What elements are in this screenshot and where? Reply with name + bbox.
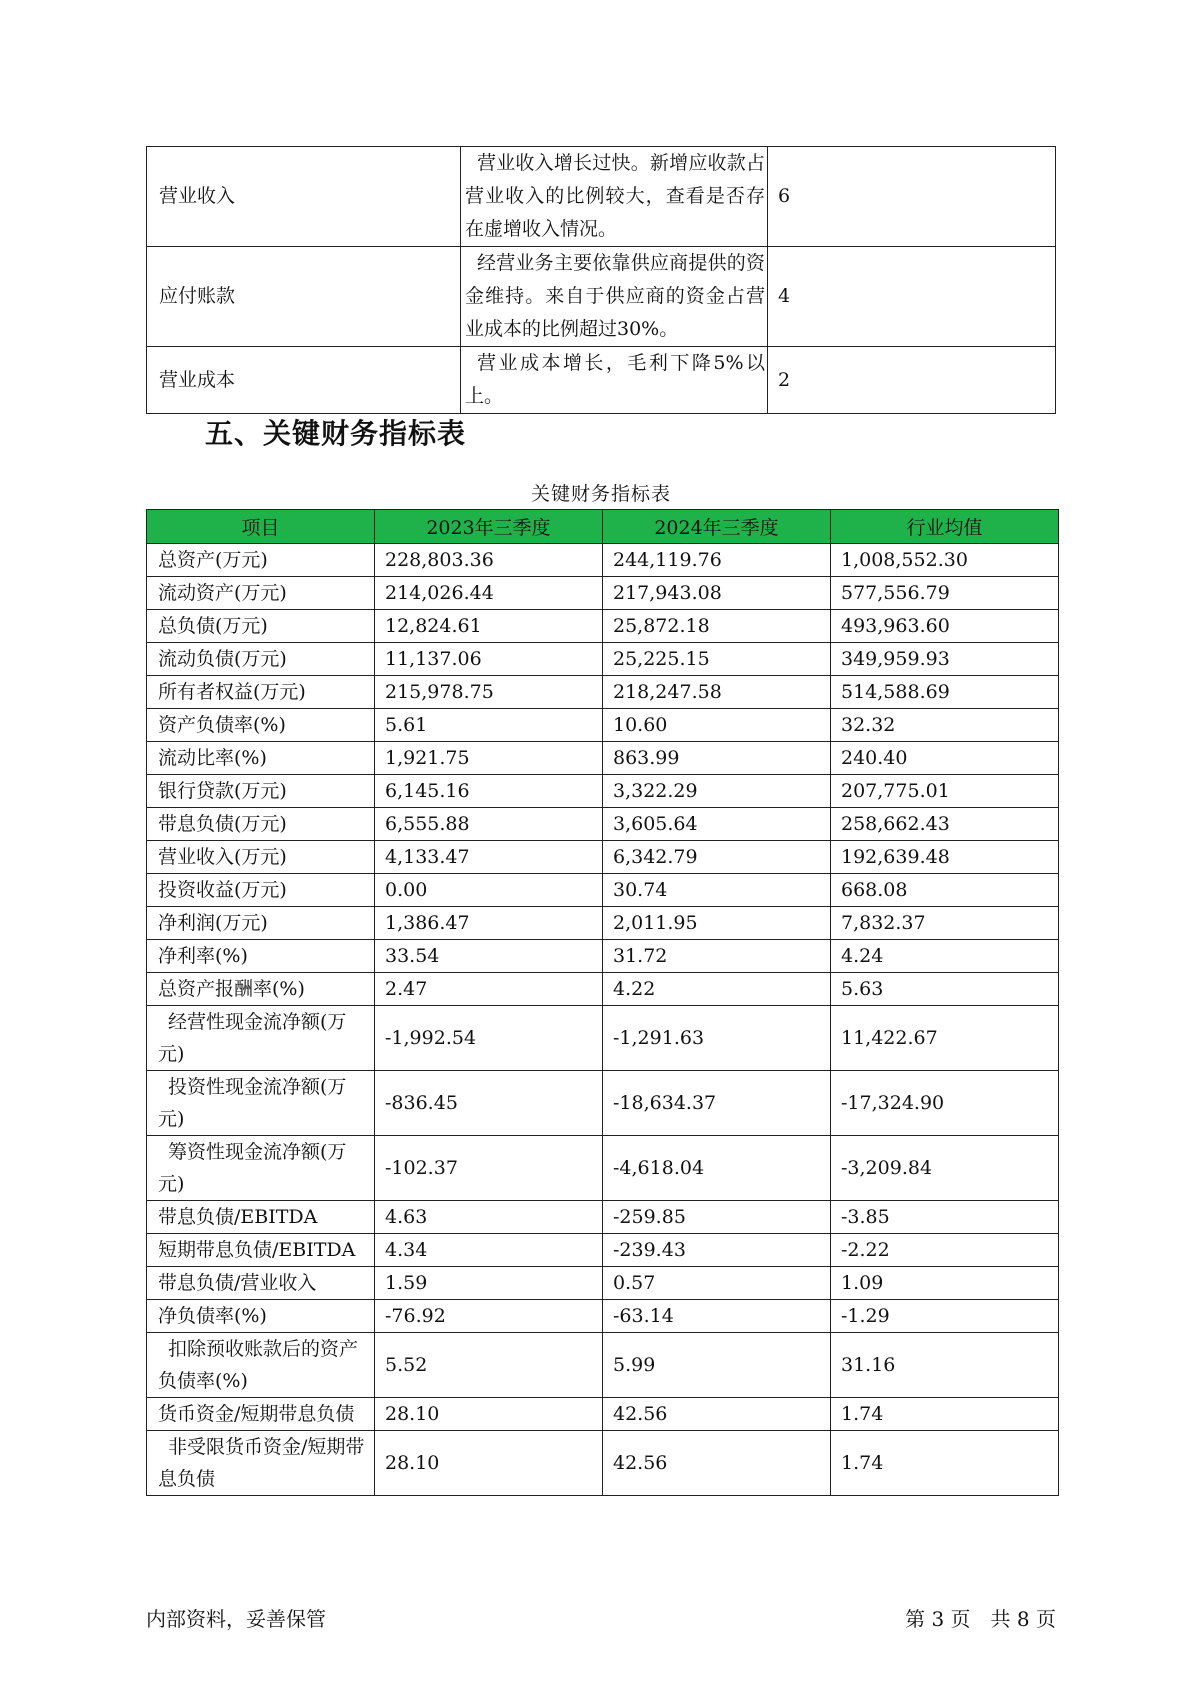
kpi-item-label: 营业收入(万元) <box>147 841 375 874</box>
kpi-value-2023: 5.52 <box>375 1333 603 1398</box>
table-row <box>147 709 1059 742</box>
risk-item: 营业成本 <box>147 347 461 414</box>
kpi-item-label: 带息负债/EBITDA <box>147 1201 375 1234</box>
kpi-value-2024: -259.85 <box>603 1201 831 1234</box>
kpi-item-label: 净利率(%) <box>147 940 375 973</box>
kpi-value-2023: -1,992.54 <box>375 1006 603 1071</box>
column-header-item: 项目 <box>147 510 375 544</box>
kpi-item-label: 投资性现金流净额(万元) <box>147 1071 375 1136</box>
kpi-value-2024: 25,225.15 <box>603 643 831 676</box>
table-row <box>147 1300 1059 1333</box>
kpi-value-2023: 4.34 <box>375 1234 603 1267</box>
footer-confidential-note: 内部资料，妥善保管 <box>146 1607 326 1631</box>
kpi-value-industry-avg: 32.32 <box>831 709 1059 742</box>
table-row <box>147 1136 1059 1201</box>
risk-table <box>146 146 1056 414</box>
table-row <box>147 347 1056 414</box>
kpi-value-industry-avg: 349,959.93 <box>831 643 1059 676</box>
kpi-value-2024: -63.14 <box>603 1300 831 1333</box>
table-row <box>147 577 1059 610</box>
table-row <box>147 1006 1059 1071</box>
kpi-value-industry-avg: 207,775.01 <box>831 775 1059 808</box>
kpi-item-label: 投资收益(万元) <box>147 874 375 907</box>
kpi-value-industry-avg: -3,209.84 <box>831 1136 1059 1201</box>
kpi-value-2024: 3,605.64 <box>603 808 831 841</box>
kpi-item-label: 带息负债(万元) <box>147 808 375 841</box>
kpi-item-label: 流动比率(%) <box>147 742 375 775</box>
table-row <box>147 907 1059 940</box>
kpi-value-industry-avg: 668.08 <box>831 874 1059 907</box>
kpi-value-industry-avg: 1.74 <box>831 1398 1059 1431</box>
table-row <box>147 874 1059 907</box>
kpi-item-label: 流动负债(万元) <box>147 643 375 676</box>
kpi-value-2023: 6,555.88 <box>375 808 603 841</box>
key-financial-indicators-table <box>146 509 1059 1496</box>
kpi-value-industry-avg: 258,662.43 <box>831 808 1059 841</box>
kpi-item-label: 流动资产(万元) <box>147 577 375 610</box>
column-header-industry-avg: 行业均值 <box>831 510 1059 544</box>
kpi-value-2024: 218,247.58 <box>603 676 831 709</box>
kpi-value-2024: 0.57 <box>603 1267 831 1300</box>
kpi-value-2023: 214,026.44 <box>375 577 603 610</box>
kpi-item-label: 经营性现金流净额(万元) <box>147 1006 375 1071</box>
kpi-value-industry-avg: 1.09 <box>831 1267 1059 1300</box>
kpi-item-label: 资产负债率(%) <box>147 709 375 742</box>
kpi-value-2023: -836.45 <box>375 1071 603 1136</box>
kpi-value-industry-avg: 240.40 <box>831 742 1059 775</box>
kpi-item-label: 非受限货币资金/短期带息负债 <box>147 1431 375 1496</box>
kpi-item-label: 货币资金/短期带息负债 <box>147 1398 375 1431</box>
kpi-value-industry-avg: 31.16 <box>831 1333 1059 1398</box>
kpi-value-2024: 42.56 <box>603 1431 831 1496</box>
kpi-item-label: 短期带息负债/EBITDA <box>147 1234 375 1267</box>
kpi-value-industry-avg: 514,588.69 <box>831 676 1059 709</box>
column-header-2023: 2023年三季度 <box>375 510 603 544</box>
kpi-value-2023: 1,921.75 <box>375 742 603 775</box>
kpi-value-2024: 30.74 <box>603 874 831 907</box>
kpi-value-2024: -18,634.37 <box>603 1071 831 1136</box>
table-row <box>147 1267 1059 1300</box>
table-row <box>147 808 1059 841</box>
table-row <box>147 841 1059 874</box>
kpi-value-2024: 4.22 <box>603 973 831 1006</box>
risk-item: 营业收入 <box>147 147 461 247</box>
kpi-item-label: 扣除预收账款后的资产负债率(%) <box>147 1333 375 1398</box>
kpi-item-label: 净负债率(%) <box>147 1300 375 1333</box>
kpi-value-2024: 2,011.95 <box>603 907 831 940</box>
kpi-value-2023: 4,133.47 <box>375 841 603 874</box>
kpi-value-industry-avg: -17,324.90 <box>831 1071 1059 1136</box>
kpi-value-2023: 28.10 <box>375 1398 603 1431</box>
kpi-value-2024: 42.56 <box>603 1398 831 1431</box>
kpi-value-2024: 3,322.29 <box>603 775 831 808</box>
kpi-value-2024: -239.43 <box>603 1234 831 1267</box>
kpi-value-2023: 0.00 <box>375 874 603 907</box>
table-row <box>147 1201 1059 1234</box>
kpi-value-2023: 12,824.61 <box>375 610 603 643</box>
risk-score: 2 <box>768 347 1056 414</box>
kpi-value-2023: 228,803.36 <box>375 544 603 577</box>
table-caption: 关键财务指标表 <box>530 483 671 505</box>
table-row <box>147 676 1059 709</box>
kpi-item-label: 带息负债/营业收入 <box>147 1267 375 1300</box>
table-row <box>147 940 1059 973</box>
kpi-value-2023: -102.37 <box>375 1136 603 1201</box>
column-header-2024: 2024年三季度 <box>603 510 831 544</box>
kpi-value-2023: 4.63 <box>375 1201 603 1234</box>
risk-score: 6 <box>768 147 1056 247</box>
kpi-value-industry-avg: -3.85 <box>831 1201 1059 1234</box>
kpi-value-2024: 5.99 <box>603 1333 831 1398</box>
kpi-value-industry-avg: 192,639.48 <box>831 841 1059 874</box>
kpi-value-industry-avg: 1.74 <box>831 1431 1059 1496</box>
kpi-table-body <box>147 544 1059 1496</box>
kpi-value-industry-avg: 7,832.37 <box>831 907 1059 940</box>
risk-description: 营业收入增长过快。新增应收款占营业收入的比例较大，查看是否存在虚增收入情况。 <box>461 147 768 247</box>
table-row <box>147 1431 1059 1496</box>
kpi-value-2023: 33.54 <box>375 940 603 973</box>
kpi-value-industry-avg: 4.24 <box>831 940 1059 973</box>
kpi-value-2023: 215,978.75 <box>375 676 603 709</box>
kpi-item-label: 净利润(万元) <box>147 907 375 940</box>
kpi-item-label: 所有者权益(万元) <box>147 676 375 709</box>
kpi-value-2024: 31.72 <box>603 940 831 973</box>
table-row <box>147 1071 1059 1136</box>
kpi-value-2023: 28.10 <box>375 1431 603 1496</box>
kpi-value-2024: 10.60 <box>603 709 831 742</box>
kpi-value-2024: 863.99 <box>603 742 831 775</box>
footer-page-number: 第 3 页 共 8 页 <box>905 1607 1056 1631</box>
kpi-item-label: 银行贷款(万元) <box>147 775 375 808</box>
kpi-value-2024: -4,618.04 <box>603 1136 831 1201</box>
kpi-value-2023: 1,386.47 <box>375 907 603 940</box>
kpi-value-2023: -76.92 <box>375 1300 603 1333</box>
kpi-value-industry-avg: -2.22 <box>831 1234 1059 1267</box>
kpi-value-2024: -1,291.63 <box>603 1006 831 1071</box>
kpi-item-label: 总资产报酬率(%) <box>147 973 375 1006</box>
kpi-item-label: 筹资性现金流净额(万元) <box>147 1136 375 1201</box>
kpi-value-2024: 25,872.18 <box>603 610 831 643</box>
table-header-row <box>147 510 1059 544</box>
kpi-value-industry-avg: -1.29 <box>831 1300 1059 1333</box>
kpi-value-2024: 244,119.76 <box>603 544 831 577</box>
table-row <box>147 643 1059 676</box>
kpi-value-2023: 11,137.06 <box>375 643 603 676</box>
table-row <box>147 1333 1059 1398</box>
section-heading: 五、关键财务指标表 <box>205 417 467 450</box>
table-row <box>147 544 1059 577</box>
kpi-value-2024: 6,342.79 <box>603 841 831 874</box>
kpi-value-industry-avg: 577,556.79 <box>831 577 1059 610</box>
kpi-value-industry-avg: 11,422.67 <box>831 1006 1059 1071</box>
kpi-value-industry-avg: 1,008,552.30 <box>831 544 1059 577</box>
table-row <box>147 610 1059 643</box>
table-row <box>147 973 1059 1006</box>
kpi-value-2023: 5.61 <box>375 709 603 742</box>
kpi-value-2024: 217,943.08 <box>603 577 831 610</box>
table-row <box>147 247 1056 347</box>
table-row <box>147 775 1059 808</box>
table-row <box>147 1398 1059 1431</box>
kpi-value-industry-avg: 493,963.60 <box>831 610 1059 643</box>
risk-score: 4 <box>768 247 1056 347</box>
kpi-item-label: 总资产(万元) <box>147 544 375 577</box>
risk-description: 经营业务主要依靠供应商提供的资金维持。来自于供应商的资金占营业成本的比例超过30%。 <box>461 247 768 347</box>
kpi-value-2023: 6,145.16 <box>375 775 603 808</box>
table-row <box>147 147 1056 247</box>
risk-item: 应付账款 <box>147 247 461 347</box>
kpi-value-2023: 1.59 <box>375 1267 603 1300</box>
table-row <box>147 742 1059 775</box>
risk-description: 营业成本增长，毛利下降5%以上。 <box>461 347 768 414</box>
kpi-value-2023: 2.47 <box>375 973 603 1006</box>
table-row <box>147 1234 1059 1267</box>
kpi-value-industry-avg: 5.63 <box>831 973 1059 1006</box>
kpi-item-label: 总负债(万元) <box>147 610 375 643</box>
